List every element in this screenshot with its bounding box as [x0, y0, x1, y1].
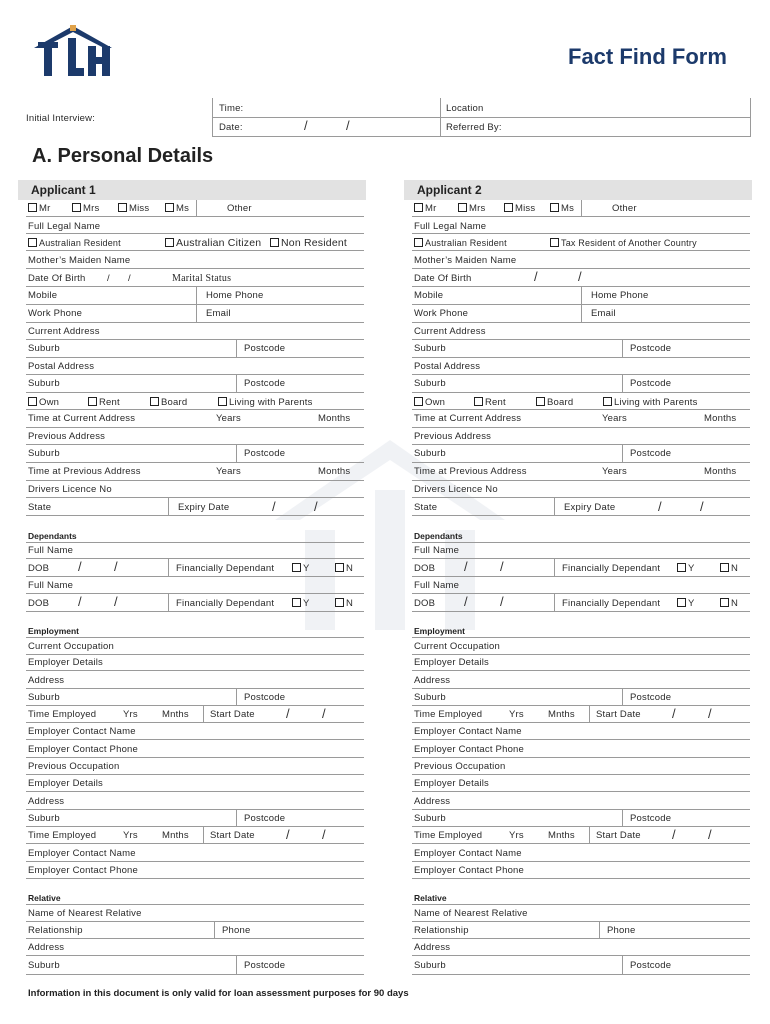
applicant1-dep2-financially-dependant[interactable]: Financially Dependant [176, 598, 275, 609]
applicant2-mothers-maiden-name[interactable]: Mother’s Maiden Name [414, 255, 517, 266]
applicant2-prev-suburb[interactable]: Suburb [414, 448, 446, 459]
applicant2-date-of-birth[interactable]: Date Of Birth [414, 273, 472, 284]
dep-dob-slash: / [78, 594, 82, 609]
dep-dob-slash: / [78, 559, 82, 574]
applicant2-own[interactable]: Own [414, 397, 445, 408]
applicant2-employer-postcode[interactable]: Postcode [630, 692, 672, 703]
applicant2-dependants-heading: Dependants [414, 531, 463, 541]
applicant1-drivers-licence[interactable]: Drivers Licence No [28, 484, 112, 495]
applicant2-suburb[interactable]: Suburb [414, 343, 446, 354]
applicant2-months[interactable]: Months [704, 413, 737, 424]
applicant2-living-with-parents[interactable]: Living with Parents [603, 397, 698, 408]
applicant2-full-legal-name[interactable]: Full Legal Name [414, 221, 487, 232]
applicant2-dep2-dob[interactable]: DOB [414, 598, 436, 609]
applicant1-prev-suburb[interactable]: Suburb [28, 448, 60, 459]
applicant1-australian-resident[interactable]: Australian Resident [28, 238, 121, 248]
applicant2-employer-contact-phone[interactable]: Employer Contact Phone [414, 744, 525, 755]
applicant1-relative-suburb[interactable]: Suburb [28, 960, 60, 971]
applicant1-employer-details[interactable]: Employer Details [28, 657, 104, 668]
applicant2-mnths[interactable]: Mnths [548, 709, 575, 720]
applicant2-title-mr[interactable]: Mr [414, 203, 436, 214]
applicant1-yrs[interactable]: Yrs [123, 709, 138, 720]
applicant1-current-address[interactable]: Current Address [28, 326, 100, 337]
applicant2-postal-address[interactable]: Postal Address [414, 361, 481, 372]
applicant2-relationship[interactable]: Relationship [414, 925, 469, 936]
applicant2-dep2-n[interactable]: N [720, 598, 738, 609]
applicant1-state[interactable]: State [28, 502, 52, 513]
applicant2-prev-employer-suburb[interactable]: Suburb [414, 813, 446, 824]
applicant2-previous-address[interactable]: Previous Address [414, 431, 492, 442]
applicant1-time-employed[interactable]: Time Employed [28, 709, 97, 720]
applicant1-prev-postcode[interactable]: Postcode [244, 448, 286, 459]
applicant1-title-mr[interactable]: Mr [28, 203, 50, 214]
applicant1-email[interactable]: Email [206, 308, 231, 319]
applicant2-employer-contact-name[interactable]: Employer Contact Name [414, 726, 522, 737]
applicant2-board[interactable]: Board [536, 397, 573, 408]
applicant2-time-previous-address[interactable]: Time at Previous Address [414, 466, 527, 477]
applicant1-suburb[interactable]: Suburb [28, 343, 60, 354]
applicant1-nearest-relative[interactable]: Name of Nearest Relative [28, 908, 142, 919]
applicant1-employer-postcode[interactable]: Postcode [244, 692, 286, 703]
applicant2-dep2-full-name[interactable]: Full Name [414, 580, 460, 591]
applicant2-current-occupation[interactable]: Current Occupation [414, 641, 500, 652]
applicant2-dep2-financially-dependant[interactable]: Financially Dependant [562, 598, 661, 609]
applicant2-rent[interactable]: Rent [474, 397, 506, 408]
applicant1-title-miss[interactable]: Miss [118, 203, 149, 214]
applicant1-years[interactable]: Years [216, 413, 241, 424]
applicant2-years[interactable]: Years [602, 413, 627, 424]
start-date-slash: / [708, 827, 712, 842]
applicant2-prev-months[interactable]: Months [704, 466, 737, 477]
applicant2-email[interactable]: Email [591, 308, 616, 319]
applicant1-title-mrs[interactable]: Mrs [72, 203, 99, 214]
location-label[interactable]: Location [446, 103, 484, 114]
applicant2-employment-heading: Employment [414, 626, 466, 636]
applicant2-title-other[interactable]: Other [612, 203, 637, 214]
applicant1-dep1-financially-dependant[interactable]: Financially Dependant [176, 563, 275, 574]
dob-slash: / [534, 269, 538, 284]
applicant1-dependants-heading: Dependants [28, 531, 77, 541]
initial-interview-label: Initial Interview: [26, 113, 96, 124]
applicant1-rent[interactable]: Rent [88, 397, 120, 408]
start-date-slash: / [708, 706, 712, 721]
start-date-slash: / [322, 827, 326, 842]
applicant1-header [18, 180, 366, 200]
applicant2-current-address[interactable]: Current Address [414, 326, 486, 337]
dep-dob-slash: / [500, 559, 504, 574]
applicant2-prev-postcode[interactable]: Postcode [630, 448, 672, 459]
date-label[interactable]: Date: [219, 122, 243, 133]
applicant2-mobile[interactable]: Mobile [414, 290, 444, 301]
applicant2-relative-suburb[interactable]: Suburb [414, 960, 446, 971]
expiry-slash: / [272, 499, 276, 514]
applicant1-dep2-dob[interactable]: DOB [28, 598, 50, 609]
dep-dob-slash: / [114, 594, 118, 609]
applicant2-tax-resident[interactable]: Tax Resident of Another Country [550, 238, 697, 248]
applicant2-title-miss[interactable]: Miss [504, 203, 535, 214]
applicant1-employer-contact-name[interactable]: Employer Contact Name [28, 726, 136, 737]
applicant2-relative-heading: Relative [414, 893, 447, 903]
footer-note: Information in this document is only valid for loan assessment purposes for 90 days [28, 988, 409, 999]
applicant1-non-resident[interactable]: Non Resident [270, 237, 347, 249]
applicant2-dep1-y[interactable]: Y [677, 563, 695, 574]
applicant2-prev-employer-address[interactable]: Address [414, 796, 451, 807]
applicant2-yrs[interactable]: Yrs [509, 709, 524, 720]
applicant1-prev-employer-suburb[interactable]: Suburb [28, 813, 60, 824]
start-date-slash: / [672, 827, 676, 842]
applicant2-prev-time-employed[interactable]: Time Employed [414, 830, 483, 841]
dep-dob-slash: / [114, 559, 118, 574]
applicant2-prev-mnths[interactable]: Mnths [548, 830, 575, 841]
applicant1-dep2-full-name[interactable]: Full Name [28, 580, 74, 591]
referred-by-label[interactable]: Referred By: [446, 122, 502, 133]
applicant2-nearest-relative[interactable]: Name of Nearest Relative [414, 908, 528, 919]
start-date-slash: / [672, 706, 676, 721]
applicant2-prev-employer-details[interactable]: Employer Details [414, 778, 490, 789]
dob-slash: / [578, 269, 582, 284]
applicant1-current-occupation[interactable]: Current Occupation [28, 641, 114, 652]
applicant2-dep2-y[interactable]: Y [677, 598, 695, 609]
applicant1-relative-address[interactable]: Address [28, 942, 65, 953]
applicant2-relative-postcode[interactable]: Postcode [630, 960, 672, 971]
applicant1-prev-employer-address[interactable]: Address [28, 796, 65, 807]
applicant1-dep1-n[interactable]: N [335, 563, 353, 574]
applicant2-employer-address[interactable]: Address [414, 675, 451, 686]
applicant2-start-date[interactable]: Start Date [596, 709, 641, 720]
applicant2-drivers-licence[interactable]: Drivers Licence No [414, 484, 498, 495]
applicant1-australian-citizen[interactable]: Australian Citizen [165, 237, 261, 249]
expiry-slash: / [700, 499, 704, 514]
applicant1-mothers-maiden-name[interactable]: Mother’s Maiden Name [28, 255, 131, 266]
applicant2-postcode[interactable]: Postcode [630, 343, 672, 354]
date-slash: / [346, 118, 350, 133]
expiry-slash: / [314, 499, 318, 514]
applicant1-postal-address[interactable]: Postal Address [28, 361, 95, 372]
applicant1-date-of-birth[interactable]: Date Of Birth [28, 273, 86, 284]
applicant1-prev-time-employed[interactable]: Time Employed [28, 830, 97, 841]
applicant2-postal-suburb[interactable]: Suburb [414, 378, 446, 389]
applicant1-full-legal-name[interactable]: Full Legal Name [28, 221, 101, 232]
applicant1-title-other[interactable]: Other [227, 203, 252, 214]
applicant1-prev-start-date[interactable]: Start Date [210, 830, 255, 841]
brand-logo [32, 24, 114, 78]
applicant1-prev-employer-postcode[interactable]: Postcode [244, 813, 286, 824]
applicant1-expiry-date[interactable]: Expiry Date [178, 502, 230, 513]
applicant1-employer-address[interactable]: Address [28, 675, 65, 686]
applicant1-prev-yrs[interactable]: Yrs [123, 830, 138, 841]
applicant2-time-current-address[interactable]: Time at Current Address [414, 413, 522, 424]
applicant2-work-phone[interactable]: Work Phone [414, 308, 469, 319]
dep-dob-slash: / [464, 594, 468, 609]
applicant2-employer-suburb[interactable]: Suburb [414, 692, 446, 703]
applicant1-board[interactable]: Board [150, 397, 187, 408]
section-title: A. Personal Details [32, 145, 214, 167]
applicant1-mobile[interactable]: Mobile [28, 290, 58, 301]
applicant2-prev-years[interactable]: Years [602, 466, 627, 477]
applicant1-own[interactable]: Own [28, 397, 59, 408]
applicant1-postal-suburb[interactable]: Suburb [28, 378, 60, 389]
applicant1-employment-heading: Employment [28, 626, 80, 636]
applicant1-dep1-dob[interactable]: DOB [28, 563, 50, 574]
applicant2-postal-postcode[interactable]: Postcode [630, 378, 672, 389]
applicant1-prev-mnths[interactable]: Mnths [162, 830, 189, 841]
applicant1-prev-months[interactable]: Months [318, 466, 351, 477]
applicant2-home-phone[interactable]: Home Phone [591, 290, 649, 301]
applicant1-postcode[interactable]: Postcode [244, 343, 286, 354]
applicant1-start-date[interactable]: Start Date [210, 709, 255, 720]
dep-dob-slash: / [464, 559, 468, 574]
applicant1-living-with-parents[interactable]: Living with Parents [218, 397, 313, 408]
applicant1-time-previous-address[interactable]: Time at Previous Address [28, 466, 141, 477]
applicant1-months[interactable]: Months [318, 413, 351, 424]
applicant2-prev-employer-contact-name[interactable]: Employer Contact Name [414, 848, 522, 859]
applicant1-dep1-y[interactable]: Y [292, 563, 310, 574]
applicant1-home-phone[interactable]: Home Phone [206, 290, 264, 301]
applicant2-prev-employer-postcode[interactable]: Postcode [630, 813, 672, 824]
applicant2-state[interactable]: State [414, 502, 438, 513]
dob-slash: / [128, 273, 131, 284]
applicant1-employer-suburb[interactable]: Suburb [28, 692, 60, 703]
applicant2-relative-address[interactable]: Address [414, 942, 451, 953]
applicant1-previous-occupation[interactable]: Previous Occupation [28, 761, 120, 772]
applicant2-title-ms[interactable]: Ms [550, 203, 574, 214]
start-date-slash: / [322, 706, 326, 721]
applicant2-relative-phone[interactable]: Phone [607, 925, 636, 936]
applicant1-employer-contact-phone[interactable]: Employer Contact Phone [28, 744, 139, 755]
applicant2-title-mrs[interactable]: Mrs [458, 203, 485, 214]
applicant1-relative-postcode[interactable]: Postcode [244, 960, 286, 971]
expiry-slash: / [658, 499, 662, 514]
applicant1-time-current-address[interactable]: Time at Current Address [28, 413, 136, 424]
applicant1-work-phone[interactable]: Work Phone [28, 308, 83, 319]
applicant1-title-ms[interactable]: Ms [165, 203, 189, 214]
applicant2-previous-occupation[interactable]: Previous Occupation [414, 761, 506, 772]
applicant1-dep1-full-name[interactable]: Full Name [28, 545, 74, 556]
applicant2-employer-details[interactable]: Employer Details [414, 657, 490, 668]
dob-slash: / [107, 273, 110, 284]
applicant2-prev-yrs[interactable]: Yrs [509, 830, 524, 841]
applicant2-dep1-n[interactable]: N [720, 563, 738, 574]
applicant2-dep1-dob[interactable]: DOB [414, 563, 436, 574]
applicant1-dep2-y[interactable]: Y [292, 598, 310, 609]
applicant2-header [404, 180, 752, 200]
applicant2-prev-start-date[interactable]: Start Date [596, 830, 641, 841]
applicant1-relative-heading: Relative [28, 893, 61, 903]
applicant1-dep2-n[interactable]: N [335, 598, 353, 609]
applicant1-postal-postcode[interactable]: Postcode [244, 378, 286, 389]
applicant1-relationship[interactable]: Relationship [28, 925, 83, 936]
applicant2-dep1-financially-dependant[interactable]: Financially Dependant [562, 563, 661, 574]
applicant1-prev-employer-details[interactable]: Employer Details [28, 778, 104, 789]
applicant1-previous-address[interactable]: Previous Address [28, 431, 106, 442]
applicant1-prev-employer-contact-name[interactable]: Employer Contact Name [28, 848, 136, 859]
form-title: Fact Find Form [568, 44, 727, 69]
dep-dob-slash: / [500, 594, 504, 609]
applicant2-time-employed[interactable]: Time Employed [414, 709, 483, 720]
applicant1-mnths[interactable]: Mnths [162, 709, 189, 720]
applicant2-title: Applicant 2 [417, 183, 482, 197]
applicant1-prev-employer-contact-phone[interactable]: Employer Contact Phone [28, 865, 139, 876]
applicant2-prev-employer-contact-phone[interactable]: Employer Contact Phone [414, 865, 525, 876]
date-slash: / [304, 118, 308, 133]
applicant1-relative-phone[interactable]: Phone [222, 925, 251, 936]
start-date-slash: / [286, 827, 290, 842]
applicant1-prev-years[interactable]: Years [216, 466, 241, 477]
applicant2-dep1-full-name[interactable]: Full Name [414, 545, 460, 556]
applicant2-expiry-date[interactable]: Expiry Date [564, 502, 616, 513]
time-label[interactable]: Time: [219, 103, 244, 114]
start-date-slash: / [286, 706, 290, 721]
applicant2-australian-resident[interactable]: Australian Resident [414, 238, 507, 248]
applicant1-marital-status[interactable]: Marital Status [172, 273, 232, 284]
applicant1-title: Applicant 1 [31, 183, 96, 197]
